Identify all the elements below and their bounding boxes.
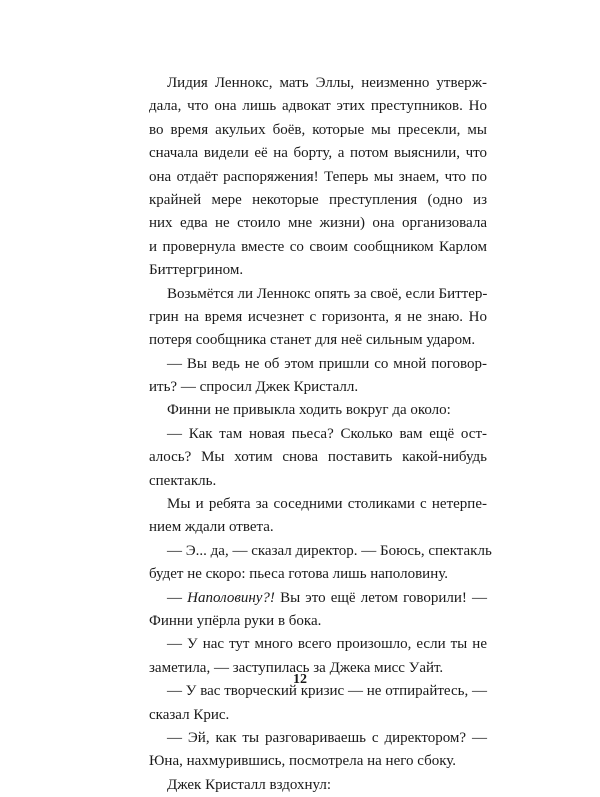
text-line: сначала видели её на борту, а потом выяснили, что [149, 145, 487, 162]
text-line: них едва не стоило мне жизни) она организовала [149, 215, 487, 232]
text-line: ить? — спросил Джек Кристалл. [149, 379, 359, 396]
text-line: Мы и ребята за соседними столиками с нетерпе- [167, 496, 487, 513]
text-line: — Наполовину?! Вы это ещё летом говорили! — [167, 589, 487, 606]
text-line: — Вы ведь не об этом пришли со мной поговор- [167, 355, 487, 372]
text-line: заметила, — заступилась за Джека мисс Уайт. [149, 659, 444, 676]
text-line: и провернула вместе со своим сообщником Карлом [149, 238, 487, 255]
text-line: — У вас творческий кризис — не отпирайтесь, — [167, 683, 487, 700]
text-line: — Как там новая пьеса? Сколько вам ещё ост- [167, 425, 487, 442]
emphasis-text: Наполовину?! [187, 589, 275, 606]
text-line: Джек Кристалл вздохнул: [167, 776, 332, 793]
text-line: нием ждали ответа. [149, 519, 274, 536]
text-line: Биттергрином. [149, 262, 244, 279]
text-line: во время акульих боёв, которые мы пресекли, мы [149, 121, 487, 138]
text-line: Финни упёрла руки в бока. [149, 612, 322, 629]
text-line: она отдаёт распоряжения! Теперь мы знаем, что по [149, 168, 487, 185]
text-line: — Э... да, — сказал директор. — Боюсь, спектакль [167, 542, 492, 559]
text-line: спектакль. [149, 472, 217, 489]
text-line: будет не скоро: пьеса готова лишь наполовину. [149, 566, 448, 583]
text-line: дала, что она лишь адвокат этих преступников. Но [149, 98, 487, 115]
text-line: — Эй, как ты разговариваешь с директором? — [167, 729, 487, 746]
text-line: Лидия Леннокс, мать Эллы, неизменно утверж- [167, 75, 487, 91]
text-line: крайней мере некоторые преступления (одно из [149, 191, 487, 208]
page-body-text [149, 72, 492, 797]
text-line: Юна, нахмурившись, посмотрела на него сбоку. [149, 753, 457, 770]
text-line: грин на время исчезнет с горизонта, я не знаю. Но [149, 308, 487, 325]
text-line: Возьмётся ли Леннокс опять за своё, если Биттер- [167, 285, 488, 302]
text-line: сказал Крис. [149, 706, 230, 723]
text-line: Финни не привыкла ходить вокруг да около: [167, 402, 451, 419]
text-line: алось? Мы хотим снова поставить какой-нибудь [149, 449, 487, 466]
page-number: 12 [293, 672, 307, 687]
text-line: — У нас тут много всего произошло, если ты не [167, 636, 487, 653]
text-line: потеря сообщника станет для неё сильным ударом. [149, 332, 476, 349]
